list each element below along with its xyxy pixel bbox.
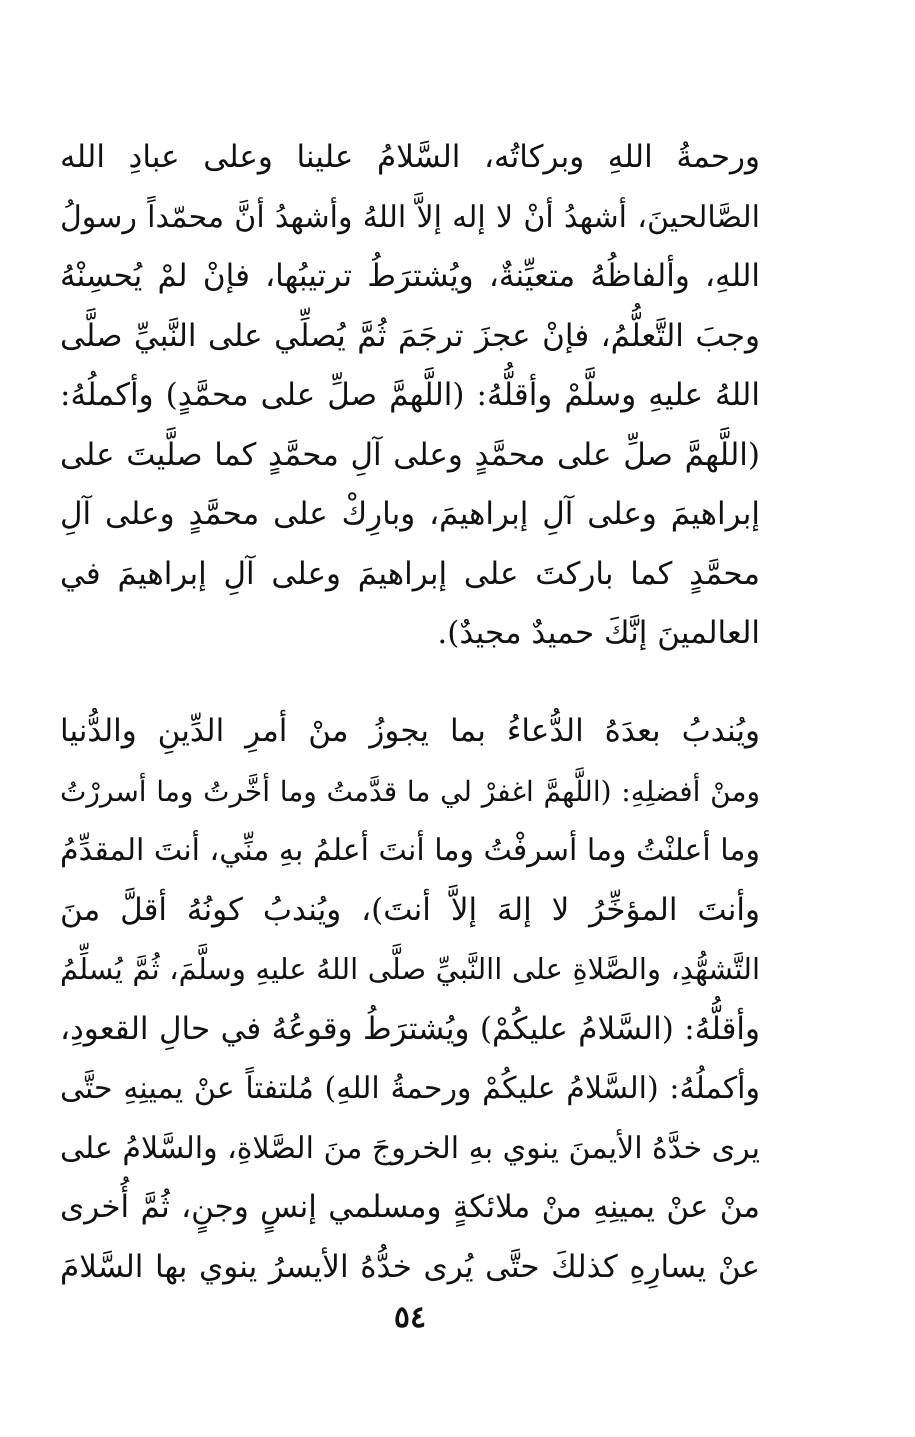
text-line: اللهُ عليهِ وسلَّمْ وأقلُّهُ: (اللَّهمَّ صلِّ على محمَّدٍ) وأكملُهُ: [60,377,760,413]
paragraph-2 [60,702,760,1297]
text-line: ويُندبُ بعدَهُ الدُّعاءُ بما يجوزُ منْ أمرِ الدِّينِ والدُّنيا [60,713,760,749]
text-line: ورحمةُ اللهِ وبركاتُه، السَّلامُ علينا وعلى عبادِ الله [60,139,760,175]
text-line: (اللَّهمَّ صلِّ على محمَّدٍ وعلى آلِ محمَّدٍ كما صلَّيتَ على [60,436,760,473]
paragraph-1 [60,128,760,664]
text-line: وجبَ التَّعلُّمُ، فإنْ عجزَ ترجَمَ ثُمَّ يُصلِّي على النَّبيِّ صلَّى [60,317,760,354]
text-line: وما أعلنْتُ وما أسرفْتُ وما أنتَ أعلمُ بهِ منِّي، أنتَ المقدِّمُ [60,833,760,868]
text-line: عنْ يسارِهِ كذلكَ حتَّى يُرى خدُّهُ الأيسرُ ينوي بها السَّلامَ [60,1248,760,1285]
text-line: وأنتَ المؤخِّرُ لا إلهَ إلاَّ أنتَ)، ويُندبُ كونُهُ أقلَّ منَ [60,891,760,928]
text-line: إبراهيمَ وعلى آلِ إبراهيمَ، وبارِكْ على محمَّدٍ وعلى آلِ [60,496,760,532]
page-number: ٥٤ [393,1300,427,1335]
text-line: التَّشهُّدِ، والصَّلاةِ على االنَّبيِّ صلَّى اللهُ عليهِ وسلَّمَ، ثُمَّ يُسلِّمُ [60,952,760,986]
text-line: ومنْ أفضلِهِ: (اللَّهمَّ اغفرْ لي ما قدَّمتُ وما أخَّرتُ وما أسررْتُ [60,774,760,808]
text-line: وأكملُهُ: (السَّلامُ عليكُمْ ورحمةُ اللهِ) مُلتفتاً عنْ يمينِهِ حتَّى [60,1071,760,1106]
text-line: يرى خدَّهُ الأيمنَ ينوي بهِ الخروجَ منَ الصَّلاةِ، والسَّلامُ على [60,1130,760,1166]
text-line: منْ عنْ يمينِهِ منْ ملائكةٍ ومسلمي إنسٍ وجنٍ، ثُمَّ أُخرى [60,1189,760,1225]
text-line: محمَّدٍ كما باركتَ على إبراهيمَ وعلى آلِ إبراهيمَ في [60,555,760,592]
text-line: اللهِ، وألفاظُهُ متعيِّنةٌ، ويُشترَطُ ترتيبُها، فإنْ لمْ يُحسِنْهُ [60,258,760,294]
text-line: وأقلُّهُ: (السَّلامُ عليكُمْ) ويُشترَطُ وقوعُهُ في حالِ القعودِ، [60,1010,760,1047]
text-line: الصَّالحينَ، أشهدُ أنْ لا إله إلاَّ اللهُ وأشهدُ أنَّ محمّداً رسولُ [60,199,760,235]
text-line: العالمينَ إنَّكَ حميدٌ مجيدٌ). [437,615,760,651]
